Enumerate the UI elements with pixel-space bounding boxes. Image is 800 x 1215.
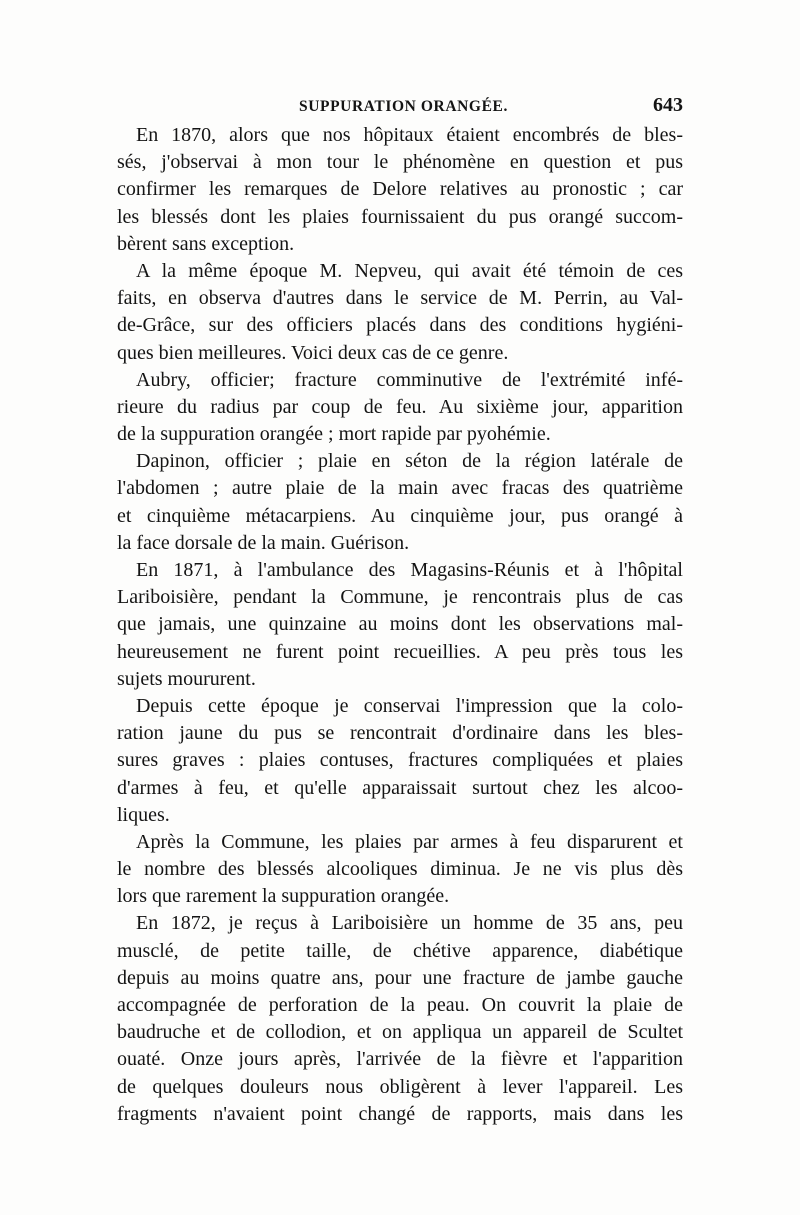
text-line: En 1872, je reçus à Lariboisière un homme de 35 ans, peu xyxy=(136,912,683,935)
text-line: de quelques douleurs nous obligèrent à lever l'appareil. Les xyxy=(117,1075,683,1098)
text-line: ques bien meilleures. Voici deux cas de ce genre. xyxy=(117,341,509,364)
text-line: ouaté. Onze jours après, l'arrivée de la fièvre et l'apparition xyxy=(117,1048,683,1071)
text-line: depuis au moins quatre ans, pour une fracture de jambe gauche xyxy=(117,966,683,989)
text-line: Après la Commune, les plaies par armes à feu disparurent et xyxy=(136,830,683,853)
text-line: musclé, de petite taille, de chétive apparence, diabétique xyxy=(117,939,683,962)
text-line: En 1871, à l'ambulance des Magasins-Réunis et à l'hôpital xyxy=(136,559,683,581)
text-line: de la suppuration orangée ; mort rapide par pyohémie. xyxy=(117,423,551,446)
text-line: sujets moururent. xyxy=(117,667,256,690)
text-line: A la même époque M. Nepveu, qui avait été témoin de ces xyxy=(136,259,683,282)
text-line: heureusement ne furent point recueillies. A peu près tous les xyxy=(117,640,683,663)
text-line: rieure du radius par coup de feu. Au sixième jour, apparition xyxy=(117,395,683,418)
text-line: lors que rarement la suppuration orangée. xyxy=(117,885,450,908)
text-line: ration jaune du pus se rencontrait d'ordinaire dans les bles- xyxy=(117,722,683,745)
text-line: faits, en observa d'autres dans le service de M. Perrin, au Val- xyxy=(117,287,683,310)
page-number: 643 xyxy=(653,94,683,116)
text-line: fragments n'avaient point changé de rapports, mais dans les xyxy=(117,1102,683,1125)
text-line: bèrent sans exception. xyxy=(117,232,295,255)
body-text xyxy=(117,122,683,1128)
text-line: de-Grâce, sur des officiers placés dans des conditions hygiéni- xyxy=(117,314,683,337)
page-header xyxy=(117,90,683,124)
text-line: liques. xyxy=(117,803,170,826)
text-line: baudruche et de collodion, et on appliqua un appareil de Scultet xyxy=(117,1021,683,1044)
text-line: Depuis cette époque je conservai l'impression que la colo- xyxy=(136,694,683,717)
text-line: et cinquième métacarpiens. Au cinquième jour, pus orangé à xyxy=(117,504,683,527)
text-line: la face dorsale de la main. Guérison. xyxy=(117,531,410,554)
text-line: l'abdomen ; autre plaie de la main avec fracas des quatrième xyxy=(117,477,683,500)
text-line: En 1870, alors que nos hôpitaux étaient encombrés de bles- xyxy=(136,124,683,146)
text-line: sures graves : plaies contuses, fractures compliquées et plaies xyxy=(117,749,683,772)
text-line: Aubry, officier; fracture comminutive de l'extrémité infé- xyxy=(136,368,683,391)
text-line: accompagnée de perforation de la peau. On couvrit la plaie de xyxy=(117,994,683,1016)
text-line: Dapinon, officier ; plaie en séton de la région latérale de xyxy=(136,450,683,473)
running-title: SUPPURATION ORANGÉE. xyxy=(299,98,508,115)
text-line: que jamais, une quinzaine au moins dont les observations mal- xyxy=(117,613,683,636)
text-line: le nombre des blessés alcooliques diminua. Je ne vis plus dès xyxy=(117,858,683,881)
text-line: d'armes à feu, et qu'elle apparaissait surtout chez les alcoo- xyxy=(117,776,683,799)
text-line: les blessés dont les plaies fournissaient du pus orangé succom- xyxy=(117,205,683,228)
text-line: sés, j'observai à mon tour le phénomène en question et pus xyxy=(117,151,683,174)
text-line: confirmer les remarques de Delore relatives au pronostic ; car xyxy=(117,178,683,201)
text-line: Lariboisière, pendant la Commune, je rencontrais plus de cas xyxy=(117,586,683,609)
